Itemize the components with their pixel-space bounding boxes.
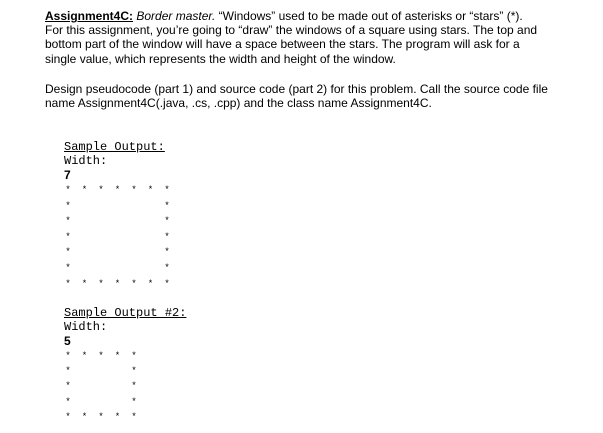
star-mark: *	[66, 262, 70, 272]
assignment-description	[45, 9, 585, 66]
instructions-line1: Design pseudocode (part 1) and source code (part 2) for this problem. Call the source code file	[45, 81, 548, 96]
star-mark: *	[148, 277, 153, 288]
star-mark: *	[99, 184, 103, 194]
star-mark: *	[82, 277, 87, 288]
assignment-label: Assignment4C:	[45, 9, 134, 23]
star-mark: *	[66, 184, 70, 194]
star-mark: *	[132, 365, 136, 376]
sample-output-2-title: Sample Output #2:	[64, 306, 187, 320]
star-mark: *	[66, 199, 70, 210]
star-mark: *	[82, 410, 87, 421]
star-mark: *	[115, 277, 120, 288]
star-mark: *	[99, 277, 103, 288]
star-mark: *	[132, 410, 136, 421]
star-mark: *	[165, 262, 169, 272]
sample-output-2	[64, 306, 186, 422]
star-mark: *	[115, 184, 120, 194]
sample-output-1-title: Sample Output:	[64, 140, 165, 154]
star-mark: *	[66, 215, 70, 226]
star-mark: *	[66, 365, 70, 376]
star-mark: *	[82, 350, 87, 360]
star-mark: *	[99, 410, 103, 421]
star-mark: *	[82, 184, 87, 194]
star-mark: *	[165, 184, 169, 194]
sample-output-2-star-window	[64, 351, 186, 422]
star-mark: *	[66, 230, 70, 241]
star-mark: *	[66, 277, 70, 288]
star-mark: *	[66, 395, 70, 406]
assignment-line2: For this assignment, you’re going to “draw” the windows of a square using stars. The top and	[45, 23, 538, 38]
star-mark: *	[132, 277, 136, 288]
instructions-line2: name Assignment4C(.java, .cs, .cpp) and the class name Assignment4C.	[45, 96, 432, 111]
sample-output-2-input: 5	[64, 334, 71, 348]
star-mark: *	[165, 215, 169, 226]
star-mark: *	[66, 350, 70, 360]
star-mark: *	[165, 230, 169, 241]
assignment-line3: bottom part of the window will have a space between the stars. The program will ask for a	[45, 37, 520, 52]
star-mark: *	[132, 395, 136, 406]
instructions-paragraph	[45, 82, 585, 110]
star-mark: *	[132, 184, 136, 194]
star-mark: *	[148, 184, 153, 194]
star-mark: *	[132, 380, 136, 391]
star-mark: *	[165, 199, 169, 210]
star-mark: *	[66, 410, 70, 421]
assignment-line1-text: “Windows” used to be made out of asterisks or “stars” (*).	[218, 9, 523, 23]
star-mark: *	[165, 246, 169, 257]
star-mark: *	[66, 380, 70, 391]
assignment-subtitle: Border master.	[136, 9, 216, 23]
sample-output-1-input: 7	[64, 168, 71, 182]
star-mark: *	[132, 350, 136, 360]
star-mark: *	[66, 246, 70, 257]
star-mark: *	[99, 350, 103, 360]
sample-output-2-prompt: Width:	[64, 320, 108, 334]
star-mark: *	[115, 410, 120, 421]
assignment-heading-line	[45, 9, 585, 23]
sample-output-1-star-window	[64, 184, 169, 289]
sample-output-1	[64, 140, 169, 289]
sample-output-1-prompt: Width:	[64, 154, 108, 168]
assignment-line4: single value, which represents the width and height of the window.	[45, 51, 396, 66]
star-mark: *	[115, 350, 120, 360]
assignment-document	[45, 9, 585, 110]
star-mark: *	[165, 277, 169, 288]
